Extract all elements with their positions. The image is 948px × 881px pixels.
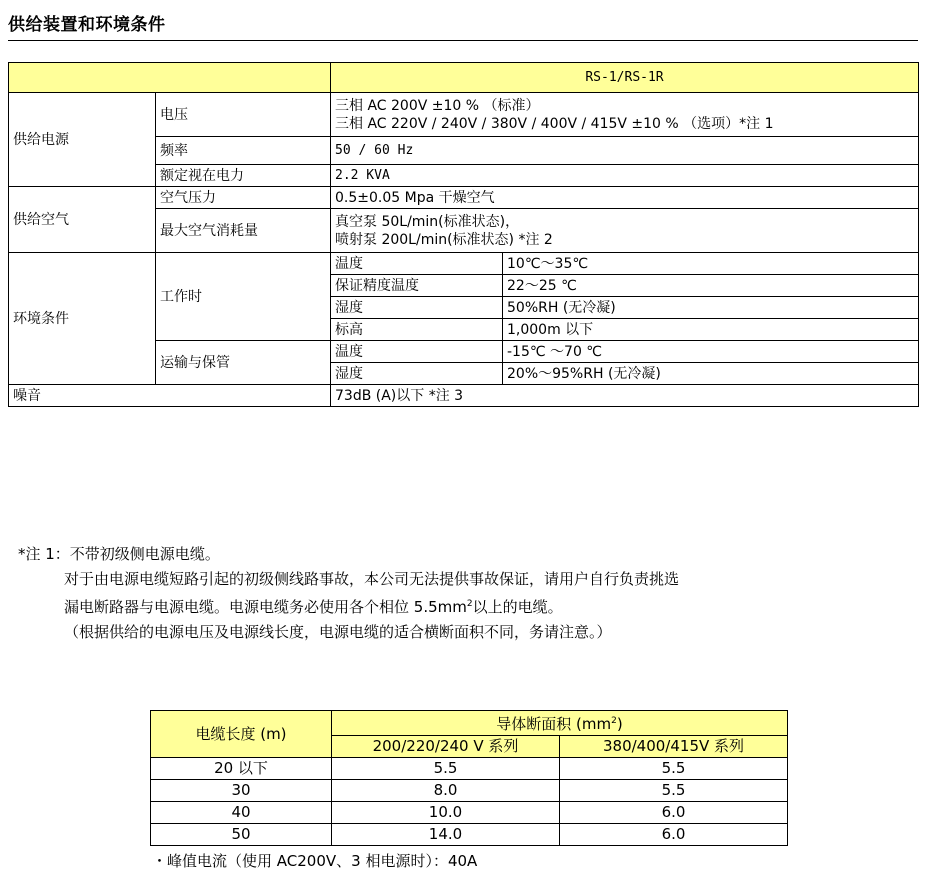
area-200-cell: 8.0 (332, 780, 560, 802)
area-380-cell: 6.0 (560, 802, 788, 824)
operating-label: 工作时 (156, 253, 331, 341)
rated-power-value: 2.2 KVA (331, 165, 919, 187)
air-consumption-label: 最大空气消耗量 (156, 209, 331, 253)
note-1-line-3 (18, 592, 943, 620)
spec-table (8, 62, 919, 407)
freq-label: 频率 (156, 137, 331, 165)
op-humidity-value: 50%RH (无冷凝) (503, 297, 919, 319)
cable-table (150, 710, 788, 846)
cable-length-cell: 20 以下 (151, 758, 332, 780)
voltage-value (331, 93, 919, 137)
air-consumption-value (331, 209, 919, 253)
conductor-area-header (332, 711, 788, 736)
spec-header-blank (9, 63, 331, 93)
note-1-line-4: （根据供给的电源电压及电源线长度，电源电缆的适合横断面积不同，务请注意。） (64, 623, 612, 641)
area-380-cell: 5.5 (560, 780, 788, 802)
tr-humidity-value: 20%～95%RH (无冷凝) (503, 363, 919, 385)
air-label: 供给空气 (9, 187, 156, 253)
cable-length-cell: 30 (151, 780, 332, 802)
transport-label: 运输与保管 (156, 341, 331, 385)
model-header: RS-1/RS-1R (331, 63, 919, 93)
notes-block (18, 542, 943, 645)
freq-value: 50 / 60 Hz (331, 137, 919, 165)
air-pressure-value: 0.5±0.05 Mpa 干燥空气 (331, 187, 919, 209)
note-1-line-2: 对于由电源电缆短路引起的初级侧线路事故，本公司无法提供事故保证，请用户自行负责挑选 (64, 570, 680, 588)
area-380-cell: 6.0 (560, 824, 788, 846)
table-row (151, 780, 788, 802)
voltage-line-2: 三相 AC 220V / 240V / 380V / 400V / 415V ±10 % （选项）*注 1 (335, 115, 774, 132)
note-1-heading: *注 1：不带初级侧电源电缆。 (18, 545, 220, 563)
conductor-area-superscript: 2 (611, 716, 617, 726)
op-humidity-label: 湿度 (331, 297, 503, 319)
voltage-label: 电压 (156, 93, 331, 137)
peak-current-note: ・峰值电流（使用 AC200V、3 相电源时）：40A (152, 852, 478, 870)
page-title: 供给装置和环境条件 (8, 15, 166, 35)
op-accuracy-value: 22～25 ℃ (503, 275, 919, 297)
note-1-line-3-text-b: 以上的电缆。 (472, 598, 563, 616)
air-consumption-line-2: 喷射泵 200L/min(标准状态) *注 2 (335, 231, 553, 248)
area-200-cell: 14.0 (332, 824, 560, 846)
area-200-cell: 10.0 (332, 802, 560, 824)
voltage-line-1: 三相 AC 200V ±10 % （标准） (335, 97, 540, 114)
cable-length-cell: 50 (151, 824, 332, 846)
op-temp-value: 10℃～35℃ (503, 253, 919, 275)
note-1-superscript: 2 (466, 599, 473, 609)
series-380-header: 380/400/415V 系列 (560, 736, 788, 758)
power-label: 供给电源 (9, 93, 156, 187)
table-row (151, 824, 788, 846)
env-label: 环境条件 (9, 253, 156, 385)
title-divider (8, 40, 918, 41)
cable-length-header: 电缆长度 (m) (151, 711, 332, 758)
noise-label: 噪音 (9, 385, 331, 407)
cable-length-cell: 40 (151, 802, 332, 824)
op-temp-label: 温度 (331, 253, 503, 275)
note-1-line-3-text-a: 漏电断路器与电源电缆。电源电缆务必使用各个相位 5.5mm (64, 598, 467, 616)
tr-temp-value: -15℃ ～70 ℃ (503, 341, 919, 363)
series-200-header: 200/220/240 V 系列 (332, 736, 560, 758)
tr-temp-label: 温度 (331, 341, 503, 363)
tr-humidity-label: 湿度 (331, 363, 503, 385)
conductor-area-header-a: 导体断面积 (mm (496, 715, 612, 733)
air-consumption-line-1: 真空泵 50L/min(标准状态)， (335, 213, 520, 230)
area-200-cell: 5.5 (332, 758, 560, 780)
op-altitude-label: 标高 (331, 319, 503, 341)
op-accuracy-label: 保证精度温度 (331, 275, 503, 297)
table-row (151, 758, 788, 780)
area-380-cell: 5.5 (560, 758, 788, 780)
conductor-area-header-b: ) (616, 715, 623, 733)
table-row (151, 802, 788, 824)
noise-value: 73dB (A)以下 *注 3 (331, 385, 919, 407)
op-altitude-value: 1,000m 以下 (503, 319, 919, 341)
air-pressure-label: 空气压力 (156, 187, 331, 209)
rated-power-label: 额定视在电力 (156, 165, 331, 187)
